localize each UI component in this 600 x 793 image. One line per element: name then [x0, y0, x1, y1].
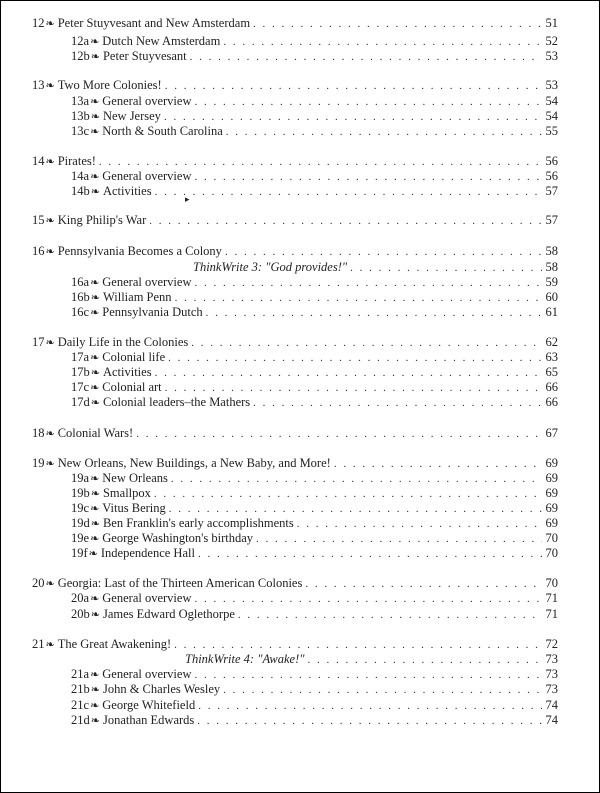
page-number: 53 [545, 78, 558, 92]
entry-number: 21c [71, 698, 90, 712]
page-number: 57 [545, 184, 558, 198]
entry-number: 19 [32, 456, 45, 470]
fleuron-icon: ❧ [90, 593, 100, 605]
page-number: 70 [545, 531, 558, 545]
entry-title: New Jersey [102, 109, 161, 123]
toc-subentry [71, 471, 558, 487]
page-number: 58 [545, 244, 558, 258]
fleuron-icon: ❧ [45, 337, 55, 349]
dot-leader [238, 608, 542, 623]
fleuron-icon: ❧ [90, 126, 100, 138]
dot-leader [164, 110, 542, 125]
entry-number: 17 [32, 335, 45, 349]
toc-subentry [71, 184, 558, 200]
fleuron-icon: ❧ [90, 669, 100, 681]
entry-title: George Whitefield [102, 698, 196, 712]
entry-number: 13b [71, 109, 90, 123]
fleuron-icon: ❧ [90, 382, 100, 394]
page-number: 70 [545, 546, 558, 560]
toc-subentry [71, 531, 558, 547]
toc-subentry [71, 698, 558, 714]
entry-title: Colonial leaders–the Mathers [102, 395, 251, 409]
toc-chapter-entry [32, 213, 558, 229]
dot-leader [253, 17, 541, 32]
dot-leader [334, 457, 542, 472]
page-number: 71 [545, 607, 558, 621]
entry-title: ThinkWrite 4: "Awake!" [185, 652, 305, 666]
entry-title: New Orleans, New Buildings, a New Baby, and More! [57, 456, 331, 470]
dot-leader [194, 276, 541, 291]
fleuron-icon: ❧ [88, 548, 98, 560]
dot-leader [136, 427, 541, 442]
stray-mark: ▸ [185, 194, 190, 204]
page-number: 56 [545, 169, 558, 183]
entry-title: Pirates! [57, 154, 96, 168]
toc-subentry [71, 94, 558, 110]
entry-title: Independence Hall [100, 546, 195, 560]
page-number: 58 [545, 260, 558, 274]
dot-leader [198, 547, 542, 562]
entry-title: General overview [102, 275, 192, 289]
page-number: 70 [545, 576, 558, 590]
entry-title: Activities [102, 184, 152, 198]
toc-subentry [71, 667, 558, 683]
entry-number: 17c [71, 380, 90, 394]
toc-subentry [71, 124, 558, 140]
entry-number: 14a [71, 169, 90, 183]
page-number: 54 [545, 94, 558, 108]
page-number: 69 [545, 486, 558, 500]
entry-title: ThinkWrite 3: "God provides!" [193, 260, 348, 274]
entry-title: John & Charles Wesley [102, 682, 221, 696]
dot-leader [175, 291, 542, 306]
toc-chapter-entry [32, 244, 558, 260]
entry-number: 19c [71, 501, 90, 515]
toc-subentry [71, 109, 558, 125]
toc-subentry [71, 501, 558, 517]
toc-subentry [71, 516, 558, 532]
entry-number: 19b [71, 486, 90, 500]
entry-number: 21b [71, 682, 90, 696]
entry-number: 19e [71, 531, 90, 545]
page-number: 66 [545, 395, 558, 409]
page-number: 57 [545, 213, 558, 227]
entry-number: 21a [71, 667, 90, 681]
dot-leader [194, 592, 541, 607]
entry-title: Peter Stuyvesant and New Amsterdam [57, 16, 251, 30]
dot-leader [256, 532, 541, 547]
page-number: 73 [545, 667, 558, 681]
toc-chapter-entry [32, 426, 558, 442]
fleuron-icon: ❧ [45, 578, 55, 590]
entry-number: 12b [71, 49, 90, 63]
fleuron-icon: ❧ [45, 215, 55, 227]
fleuron-icon: ❧ [90, 473, 100, 485]
page-number: 52 [545, 34, 558, 48]
page-number: 55 [545, 124, 558, 138]
toc-chapter-entry [32, 335, 558, 351]
toc-chapter-entry [32, 576, 558, 592]
dot-leader [191, 336, 541, 351]
fleuron-icon: ❧ [90, 36, 100, 48]
dot-leader [155, 185, 542, 200]
entry-number: 19f [71, 546, 88, 560]
page-number: 72 [545, 637, 558, 651]
page-number: 71 [545, 591, 558, 605]
entry-number: 16 [32, 244, 45, 258]
dot-leader [225, 245, 542, 260]
entry-number: 13 [32, 78, 45, 92]
entry-number: 17a [71, 350, 90, 364]
toc-chapter-entry [32, 154, 558, 170]
page-number: 73 [545, 682, 558, 696]
fleuron-icon: ❧ [90, 96, 100, 108]
dot-leader [194, 668, 541, 683]
toc-chapter-entry [32, 637, 558, 653]
dot-leader [165, 79, 542, 94]
dot-leader [155, 366, 542, 381]
page-number: 65 [545, 365, 558, 379]
page-number: 69 [545, 456, 558, 470]
entry-number: 18 [32, 426, 45, 440]
page-number: 53 [545, 49, 558, 63]
entry-number: 21 [32, 637, 45, 651]
entry-number: 17b [71, 365, 90, 379]
toc-thinkwrite-entry [185, 652, 558, 668]
entry-number: 19a [71, 471, 90, 485]
dot-leader [350, 261, 541, 276]
toc-subentry [71, 305, 558, 321]
fleuron-icon: ❧ [90, 352, 100, 364]
entry-number: 19d [71, 516, 90, 530]
entry-title: General overview [102, 94, 192, 108]
fleuron-icon: ❧ [90, 367, 100, 379]
entry-number: 16b [71, 290, 90, 304]
page-number: 51 [545, 16, 558, 30]
toc-subentry [71, 275, 558, 291]
fleuron-icon: ❧ [90, 307, 100, 319]
entry-title: Dutch New Amsterdam [102, 34, 221, 48]
dot-leader [308, 653, 542, 668]
dot-leader [171, 472, 542, 487]
fleuron-icon: ❧ [90, 533, 100, 545]
page-number: 62 [545, 335, 558, 349]
page-number: 60 [545, 290, 558, 304]
page-number: 74 [545, 698, 558, 712]
fleuron-icon: ❧ [90, 715, 100, 727]
fleuron-icon: ❧ [45, 246, 55, 258]
page-number: 69 [545, 501, 558, 515]
toc-subentry [71, 486, 558, 502]
fleuron-icon: ❧ [90, 186, 100, 198]
fleuron-icon: ❧ [45, 18, 55, 30]
page-number: 69 [545, 471, 558, 485]
fleuron-icon: ❧ [90, 488, 100, 500]
entry-title: General overview [102, 591, 192, 605]
fleuron-icon: ❧ [45, 156, 55, 168]
entry-title: Colonial life [102, 350, 166, 364]
fleuron-icon: ❧ [45, 458, 55, 470]
entry-title: Pennsylvania Dutch [102, 305, 203, 319]
dot-leader [169, 502, 542, 517]
entry-number: 12 [32, 16, 45, 30]
dot-leader [226, 125, 542, 140]
entry-title: Daily Life in the Colonies [57, 335, 189, 349]
entry-title: Pennsylvania Becomes a Colony [57, 244, 222, 258]
entry-number: 17d [71, 395, 90, 409]
fleuron-icon: ❧ [90, 518, 100, 530]
dot-leader [198, 699, 541, 714]
toc-subentry [71, 290, 558, 306]
entry-number: 13c [71, 124, 90, 138]
dot-leader [223, 35, 541, 50]
entry-number: 20a [71, 591, 90, 605]
fleuron-icon: ❧ [90, 171, 100, 183]
page-number: 59 [545, 275, 558, 289]
dot-leader [297, 517, 542, 532]
entry-title: James Edward Oglethorpe [102, 607, 235, 621]
entry-title: Peter Stuyvesant [102, 49, 187, 63]
entry-number: 20 [32, 576, 45, 590]
entry-title: Jonathan Edwards [102, 713, 195, 727]
toc-chapter-entry [32, 16, 558, 32]
fleuron-icon: ❧ [45, 428, 55, 440]
dot-leader [223, 683, 541, 698]
toc-thinkwrite-entry [193, 260, 558, 276]
page-number: 61 [545, 305, 558, 319]
toc-subentry [71, 591, 558, 607]
entry-title: New Orleans [102, 471, 168, 485]
page-number: 56 [545, 154, 558, 168]
dot-leader [165, 381, 542, 396]
entry-title: Smallpox [102, 486, 151, 500]
page-number: 66 [545, 380, 558, 394]
dot-leader [190, 50, 542, 65]
entry-title: Colonial Wars! [57, 426, 134, 440]
entry-number: 21d [71, 713, 90, 727]
fleuron-icon: ❧ [90, 684, 100, 696]
entry-title: The Great Awakening! [57, 637, 172, 651]
dot-leader [197, 714, 541, 729]
toc-subentry [71, 365, 558, 381]
entry-title: General overview [102, 169, 192, 183]
dot-leader [174, 638, 541, 653]
page-number: 73 [545, 652, 558, 666]
toc-subentry [71, 169, 558, 185]
entry-title: Ben Franklin's early accomplishments [102, 516, 294, 530]
toc-subentry [71, 380, 558, 396]
entry-title: King Philip's War [57, 213, 147, 227]
toc-subentry [71, 546, 558, 562]
dot-leader [99, 155, 542, 170]
dot-leader [149, 214, 541, 229]
dot-leader [194, 170, 541, 185]
entry-title: Georgia: Last of the Thirteen American Colonies [57, 576, 303, 590]
toc-subentry [71, 350, 558, 366]
entry-number: 13a [71, 94, 90, 108]
entry-number: 14 [32, 154, 45, 168]
entry-title: William Penn [102, 290, 172, 304]
page-number: 69 [545, 516, 558, 530]
fleuron-icon: ❧ [90, 111, 100, 123]
page-number: 54 [545, 109, 558, 123]
dot-leader [206, 306, 542, 321]
entry-title: Colonial art [102, 380, 162, 394]
entry-number: 15 [32, 213, 45, 227]
entry-number: 16a [71, 275, 90, 289]
entry-title: George Washington's birthday [102, 531, 254, 545]
entry-title: North & South Carolina [102, 124, 223, 138]
toc-chapter-entry [32, 78, 558, 94]
entry-title: Activities [102, 365, 152, 379]
dot-leader [253, 396, 541, 411]
fleuron-icon: ❧ [90, 292, 100, 304]
fleuron-icon: ❧ [90, 503, 100, 515]
toc-subentry [71, 49, 558, 65]
toc-subentry [71, 34, 558, 50]
entry-number: 20b [71, 607, 90, 621]
toc-subentry [71, 607, 558, 623]
fleuron-icon: ❧ [45, 639, 55, 651]
entry-title: General overview [102, 667, 192, 681]
fleuron-icon: ❧ [90, 277, 100, 289]
dot-leader [154, 487, 542, 502]
dot-leader [305, 577, 541, 592]
entry-number: 16c [71, 305, 90, 319]
entry-title: Two More Colonies! [57, 78, 162, 92]
fleuron-icon: ❧ [90, 397, 100, 409]
fleuron-icon: ❧ [90, 51, 100, 63]
fleuron-icon: ❧ [45, 80, 55, 92]
fleuron-icon: ❧ [90, 609, 100, 621]
dot-leader [168, 351, 541, 366]
toc-subentry [71, 713, 558, 729]
toc-subentry [71, 682, 558, 698]
toc-subentry [71, 395, 558, 411]
fleuron-icon: ❧ [90, 700, 100, 712]
page-number: 67 [545, 426, 558, 440]
entry-title: Vitus Bering [102, 501, 166, 515]
page-number: 74 [545, 713, 558, 727]
dot-leader [194, 95, 541, 110]
entry-number: 14b [71, 184, 90, 198]
entry-number: 12a [71, 34, 90, 48]
page-number: 63 [545, 350, 558, 364]
toc-chapter-entry [32, 456, 558, 472]
